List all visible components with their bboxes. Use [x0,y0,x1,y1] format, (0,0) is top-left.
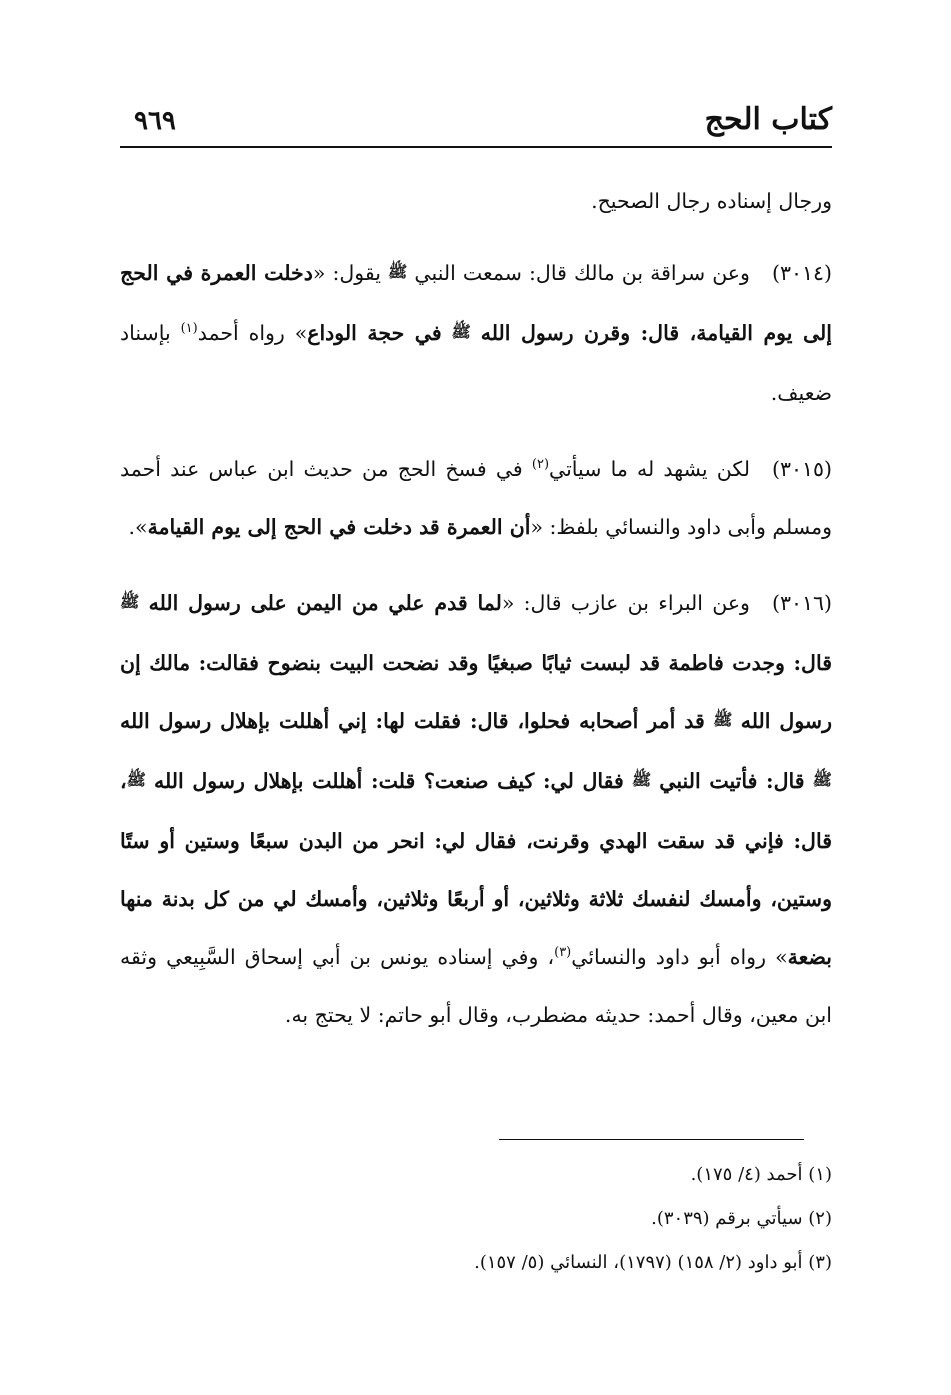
salawat-symbol: ﷺ [388,262,408,281]
paragraph-isnad-note [120,172,832,230]
hadith-3014 [120,244,832,422]
footnote-2: (٢) سيأتي برقم (٣٠٣٩). [651,1208,832,1229]
hadith-text: في فسخ الحج من حديث ابن عباس عند أحمد ومسلم وأبى داود والنسائي بلفظ: « [120,457,832,539]
footnote-divider [499,1139,804,1140]
hadith-quote: لما قدم علي من اليمن على رسول الله [148,591,502,615]
hadith-quote: دخلت العمرة في الحج إلى يوم القيامة، قال: وقرن رسول الله [120,261,832,345]
salawat-symbol: ﷺ [126,770,146,789]
hadith-quote: ، قال: فإني قد سقت الهدي وقرنت، فقال لي: انحر من البدن سبعًا وستين أو ستًا وستين، وأمسك لنفسك ثلاثة وثلاثين، أو أربعًا وثلاثين، وأمسك لي من كل بدنة منها بضعة [120,769,832,969]
hadith-quote: فقال لي: كيف صنعت؟ قلت: أهللت بإهلال رسول الله [154,769,624,793]
hadith-text: وعن البراء بن عازب قال: « [501,591,750,615]
hadith-number: (٣٠١٥) [771,457,832,481]
footnote-3: (٣) أبو داود (٢/ ١٥٨) (١٧٩٧)، النسائي (٥/ ١٥٧). [474,1252,832,1273]
salawat-symbol: ﷺ [812,770,832,789]
hadith-text: يقول: « [312,261,381,285]
hadith-text: وعن سراقة بن مالك قال: سمعت النبي [414,261,750,285]
salawat-symbol: ﷺ [631,770,652,789]
hadith-text: بإسناد ضعيف. [120,321,832,405]
page-header [120,96,832,148]
salawat-symbol: ﷺ [451,322,471,341]
footnote-ref[interactable]: (١) [180,321,198,337]
footnotes-section [120,1153,832,1285]
page-number: ٩٦٩ [134,106,176,136]
hadith-3015 [120,440,832,556]
hadith-text: » رواه أحمد [197,321,308,345]
hadith-3016 [120,574,832,1044]
hadith-quote: قد أمر أصحابه فحلوا، قال: فقلت لها: إني أهللت بإهلال رسول الله [120,709,705,733]
footnote-1: (١) أحمد (٤/ ١٧٥). [690,1164,832,1185]
footnote-ref[interactable]: (٢) [531,457,550,473]
salawat-symbol: ﷺ [713,710,733,729]
salawat-symbol: ﷺ [120,592,140,611]
hadith-number: (٣٠١٦) [771,591,832,615]
hadith-number: (٣٠١٤) [771,261,832,285]
hadith-quote: أن العمرة قد دخلت في الحج إلى يوم القيامة [147,515,531,539]
hadith-text: لكن يشهد له ما سيأتي [549,457,750,481]
hadith-quote: في حجة الوداع [307,321,442,345]
hadith-text: » رواه أبو داود والنسائي [571,945,788,969]
hadith-quote: قال: فأتيت النبي [659,769,805,793]
hadith-text: ». [128,515,148,539]
isnad-note-text: ورجال إسناده رجال الصحيح. [591,189,832,213]
footnote-ref[interactable]: (٣) [554,945,572,961]
main-text [120,172,832,1062]
hadith-text: ، وفي إسناده يونس بن أبي إسحاق السَّبِيعي وثقه ابن معين، وقال أحمد: حديثه مضطرب، وقال أبو حاتم: لا يحتج به. [120,945,832,1027]
book-title: كتاب الحج [704,102,832,137]
hadith-quote: قال: وجدت فاطمة قد لبست ثيابًا صبغيًا وقد نضحت البيت بنضوح فقالت: مالك إن رسول الله [120,651,832,733]
